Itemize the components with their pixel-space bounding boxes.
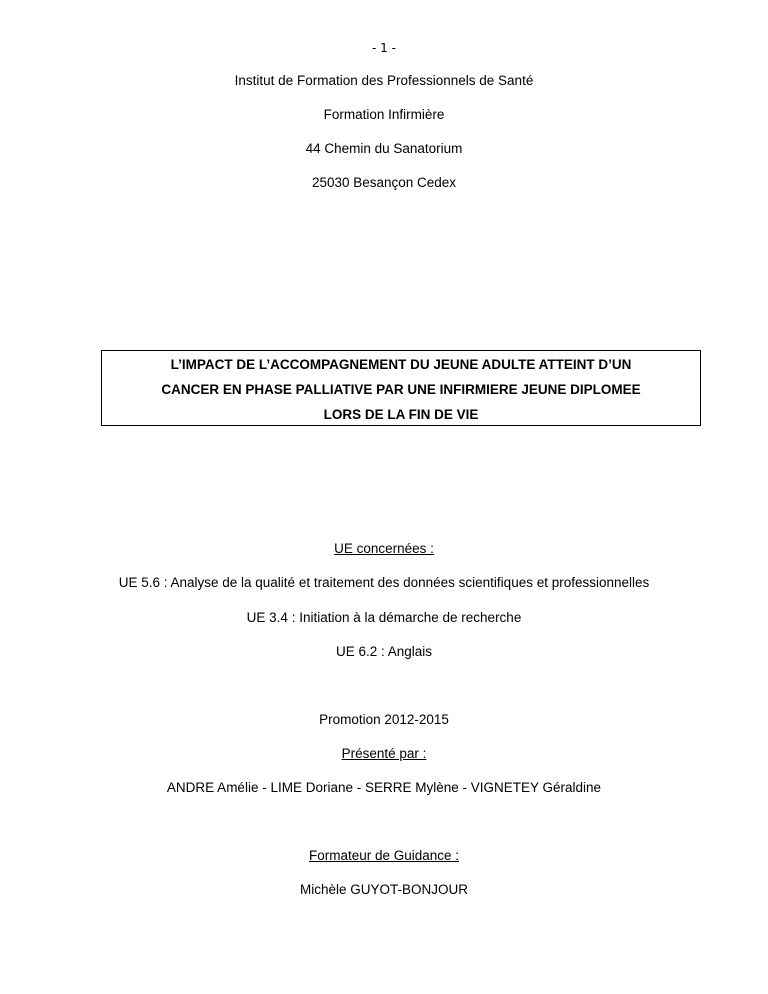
title-box <box>101 350 701 426</box>
title-line-2: CANCER EN PHASE PALLIATIVE PAR UNE INFIRMIERE JEUNE DIPLOMEE <box>161 382 641 397</box>
presented-by-heading: Présenté par : <box>341 746 427 761</box>
formation-name: Formation Infirmière <box>323 107 445 122</box>
title-line-1: L’IMPACT DE L’ACCOMPAGNEMENT DU JEUNE ADULTE ATTEINT D’UN <box>170 357 632 372</box>
institute-name: Institut de Formation des Professionnels de Santé <box>234 73 534 88</box>
ue-item: UE 5.6 : Analyse de la qualité et traitement des données scientifiques et professionnelles <box>118 575 650 590</box>
title-line-3: LORS DE LA FIN DE VIE <box>323 407 479 422</box>
address-line: 44 Chemin du Sanatorium <box>305 141 463 156</box>
ue-heading: UE concernées : <box>334 541 434 556</box>
ue-item: UE 6.2 : Anglais <box>335 644 433 659</box>
ue-item: UE 3.4 : Initiation à la démarche de recherche <box>246 610 522 625</box>
authors-list: ANDRE Amélie - LIME Doriane - SERRE Mylène - VIGNETEY Géraldine <box>166 780 602 795</box>
guidance-name: Michèle GUYOT-BONJOUR <box>299 882 469 897</box>
promotion: Promotion 2012-2015 <box>319 712 449 727</box>
city-line: 25030 Besançon Cedex <box>311 175 457 190</box>
page-number: - 1 - <box>372 41 396 55</box>
guidance-heading: Formateur de Guidance : <box>308 848 460 863</box>
